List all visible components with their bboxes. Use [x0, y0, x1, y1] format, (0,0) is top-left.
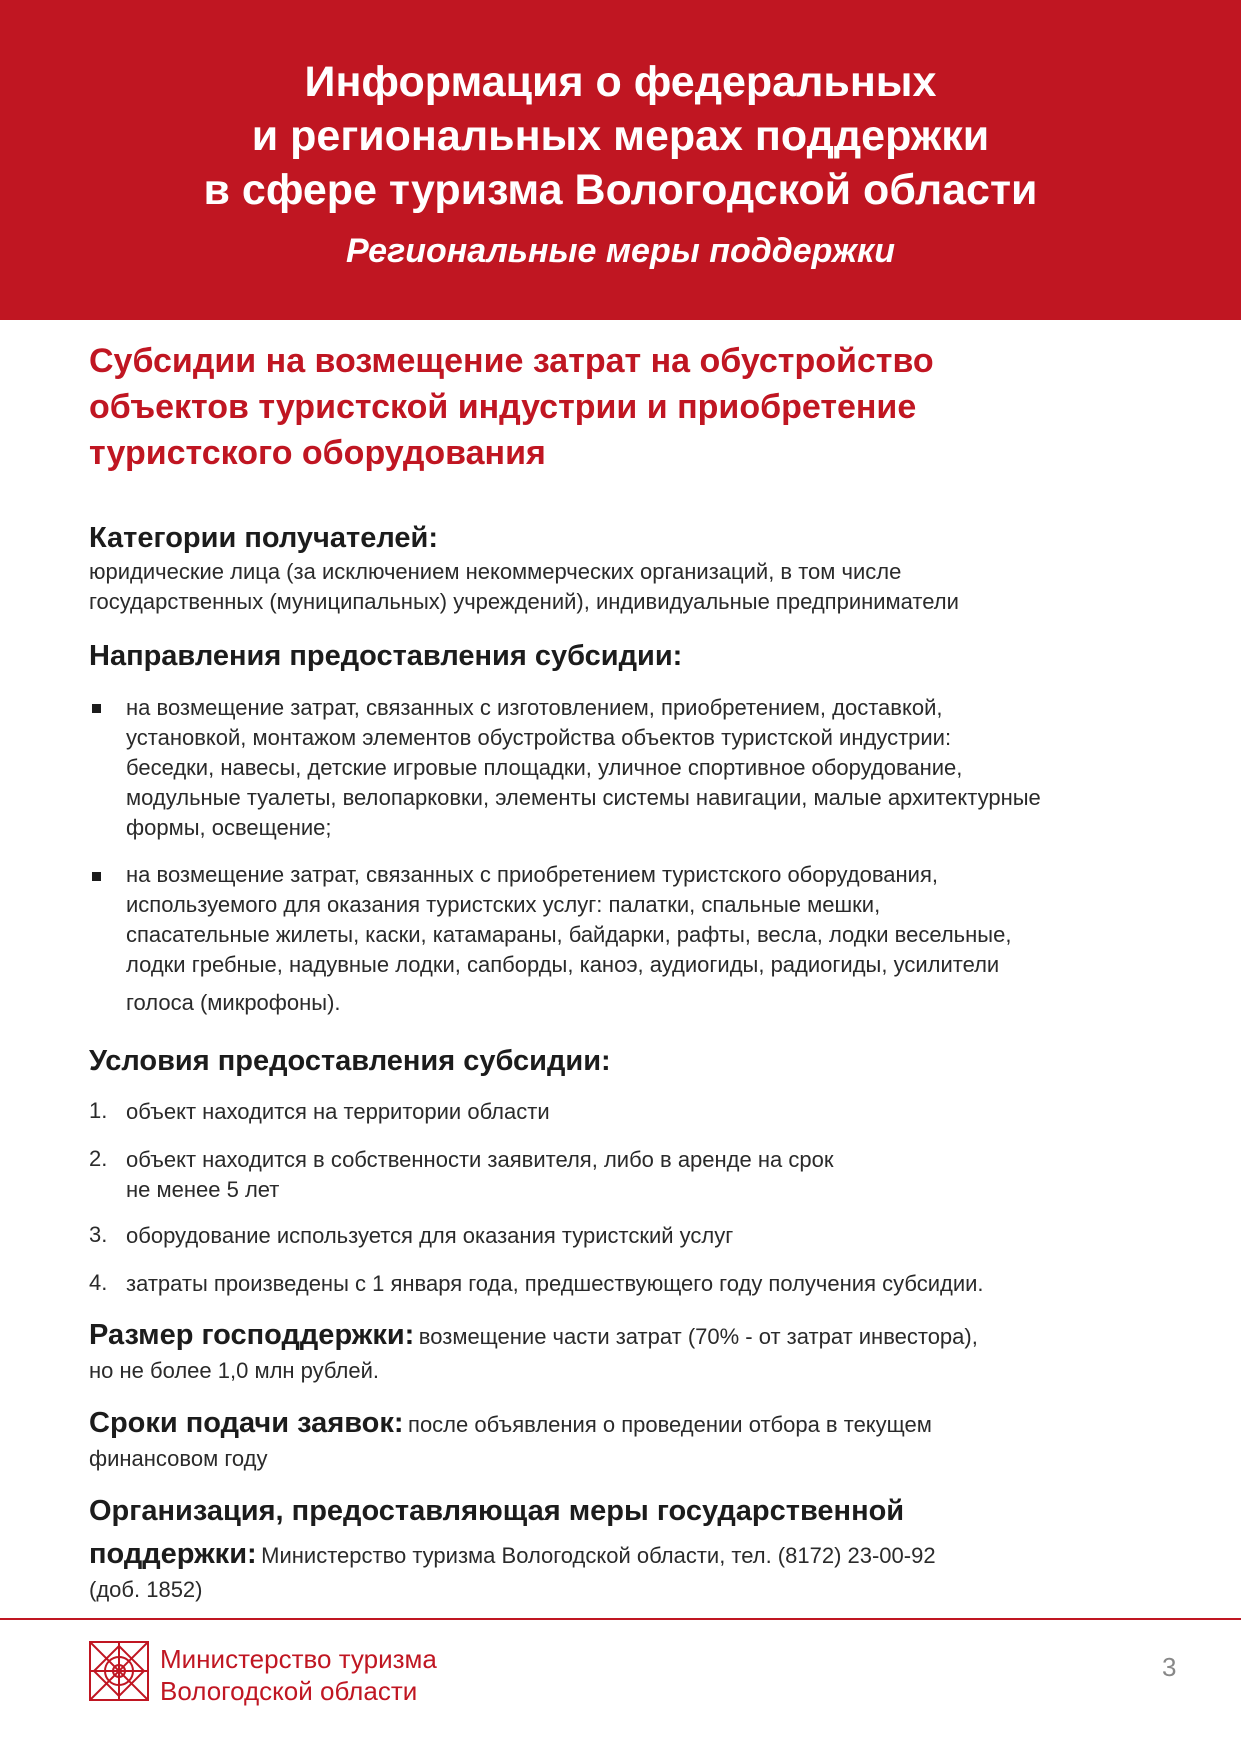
condition-number: 4.: [89, 1270, 108, 1295]
ministry-logo-icon: [88, 1640, 150, 1702]
recipients-text: [89, 557, 1189, 617]
deadlines-text: после объявления о проведении отбора в текущем: [408, 1412, 932, 1437]
header-title-line3: в сфере туризма Вологодской области: [203, 166, 1038, 214]
direction-item-1-line: формы, освещение;: [126, 815, 332, 840]
footer-divider: [0, 1618, 1241, 1620]
deadlines-label: Сроки подачи заявок:: [89, 1407, 404, 1439]
support-size-text: возмещение части затрат (70% - от затрат инвестора),: [418, 1324, 978, 1349]
direction-item-2-line: лодки гребные, надувные лодки, сапборды, каноэ, аудиогиды, радиогиды, усилители: [126, 952, 1000, 977]
header-title-line2: и региональных мерах поддержки: [251, 112, 990, 160]
condition-number: 2.: [89, 1146, 108, 1171]
directions-heading: Направления предоставления субсидии:: [89, 640, 683, 672]
organization-label-line1: Организация, предоставляющая меры государственной: [89, 1495, 905, 1527]
deadlines-text-2: финансовом году: [89, 1446, 268, 1471]
recipients-line2: государственных (муниципальных) учреждений), индивидуальные предприниматели: [89, 589, 959, 614]
condition-item-2: [126, 1145, 833, 1205]
condition-item-2-line: не менее 5 лет: [126, 1177, 280, 1202]
page-title-line2: объектов туристской индустрии и приобретение: [89, 388, 917, 426]
direction-item-2-line: на возмещение затрат, связанных с приобретением туристского оборудования,: [126, 862, 938, 887]
page-title-line1: Субсидии на возмещение затрат на обустройство: [89, 342, 934, 380]
direction-item-1-line: беседки, навесы, детские игровые площадки, уличное спортивное оборудование,: [126, 755, 963, 780]
direction-item-1: [126, 693, 1206, 843]
bullet-square-icon: [92, 872, 101, 881]
header-subtitle: Региональные меры поддержки: [345, 232, 896, 270]
condition-item-1: объект находится на территории области: [126, 1099, 550, 1124]
condition-number: 3.: [89, 1222, 108, 1247]
organization-block: [89, 1538, 1199, 1571]
direction-item-1-line: установкой, монтажом элементов обустройства объектов туристской индустрии:: [126, 725, 952, 750]
page-title-line3: туристского оборудования: [89, 434, 546, 472]
direction-item-1-line: на возмещение затрат, связанных с изготовлением, приобретением, доставкой,: [126, 695, 943, 720]
footer-organization: [160, 1643, 437, 1707]
support-size-block: [89, 1319, 1199, 1352]
support-size-label: Размер господдержки:: [89, 1319, 415, 1351]
conditions-heading: Условия предоставления субсидии:: [89, 1045, 611, 1077]
direction-item-2: [126, 860, 1206, 1018]
page-number: 3: [1162, 1652, 1177, 1682]
deadlines-block: [89, 1407, 1199, 1440]
direction-item-2-line: используемого для оказания туристских услуг: палатки, спальные мешки,: [126, 892, 881, 917]
organization-extension: (доб. 1852): [89, 1577, 203, 1602]
header-banner: [0, 0, 1241, 320]
recipients-heading: Категории получателей:: [89, 522, 438, 554]
condition-item-4: затраты произведены с 1 января года, предшествующего году получения субсидии.: [126, 1271, 984, 1296]
condition-item-3: оборудование используется для оказания туристский услуг: [126, 1223, 734, 1248]
organization-label-line2: поддержки:: [89, 1538, 257, 1570]
condition-item-2-line: объект находится в собственности заявителя, либо в аренде на срок: [126, 1147, 834, 1172]
header-title-line1: Информация о федеральных: [304, 58, 937, 106]
support-size-text-2: но не более 1,0 млн рублей.: [89, 1358, 380, 1383]
bullet-square-icon: [92, 704, 101, 713]
footer-org-line1: Министерство туризма: [160, 1644, 437, 1674]
page-title: [89, 338, 1189, 476]
direction-item-2-line: голоса (микрофоны).: [126, 990, 341, 1015]
organization-contact: Министерство туризма Вологодской области, тел. (8172) 23-00-92: [261, 1543, 936, 1568]
direction-item-1-line: модульные туалеты, велопарковки, элементы системы навигации, малые архитектурные: [126, 785, 1041, 810]
recipients-line1: юридические лица (за исключением некоммерческих организаций, в том числе: [89, 559, 902, 584]
footer-org-line2: Вологодской области: [160, 1676, 418, 1706]
condition-number: 1.: [89, 1098, 108, 1123]
direction-item-2-line: спасательные жилеты, каски, катамараны, байдарки, рафты, весла, лодки весельные,: [126, 922, 1012, 947]
